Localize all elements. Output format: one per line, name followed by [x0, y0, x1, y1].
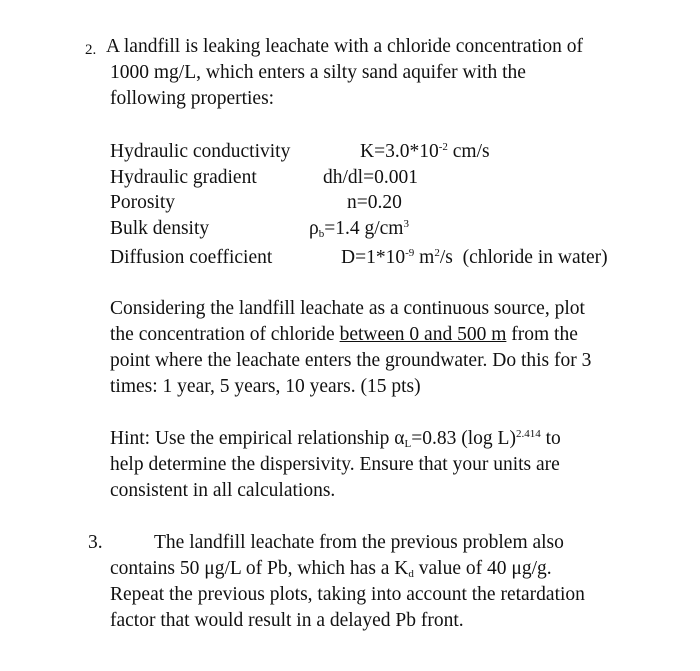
problem-3-line-1: The landfill leachate from the previous problem also: [154, 532, 564, 553]
property-name-porosity: Porosity: [110, 192, 176, 213]
problem-2-task-line-4: times: 1 year, 5 years, 10 years. (15 pts): [110, 376, 421, 397]
problem-2-task-line-2: the concentration of chloride between 0 and 500 m from the: [110, 324, 578, 345]
property-name-hydraulic-conductivity: Hydraulic conductivity: [110, 141, 291, 162]
property-value-bulk-density: $\rho_b=1.4$ $g/cm^3$: [309, 218, 409, 240]
problem-2-intro-line-3: following properties:: [110, 88, 275, 109]
problem-2-intro-line-2: 1000 mg/L, which enters a silty sand aquifer with the: [110, 62, 526, 83]
problem-2-number: 2.: [85, 42, 97, 58]
property-value-porosity: n=0.20: [347, 192, 402, 213]
underlined-range: between 0 and 500 m: [339, 324, 507, 345]
problem-3-number: 3.: [88, 532, 103, 553]
hint-line-2: help determine the dispersivity. Ensure that your units are: [110, 454, 560, 475]
property-name-bulk-density: Bulk density: [110, 218, 210, 239]
problem-3-line-4: factor that would result in a delayed Pb front.: [110, 610, 464, 631]
property-value-hydraulic-gradient: dh/dl=0.001: [323, 167, 418, 188]
problem-3-line-2: contains 50 μg/L of Pb, which has a $K_d$ value of 40 μg/g.: [110, 558, 552, 580]
hint-line-3: consistent in all calculations.: [110, 480, 336, 501]
problem-2-intro-line-1: A landfill is leaking leachate with a chloride concentration of: [106, 36, 584, 57]
property-name-hydraulic-gradient: Hydraulic gradient: [110, 167, 257, 188]
problem-3-line-3: Repeat the previous plots, taking into account the retardation: [110, 584, 585, 605]
property-value-diffusion-coefficient: $D=1*10^{-9}$ $m^2/s$ (chloride in water): [341, 247, 608, 268]
problem-2-task-line-1: Considering the landfill leachate as a continuous source, plot: [110, 298, 585, 319]
hint-line-1: Hint: Use the empirical relationship $\alpha_L=0.83$ (log L)$^{2.414}$ to: [110, 428, 561, 450]
property-name-diffusion-coefficient: Diffusion coefficient: [110, 247, 273, 268]
problem-2-task-line-3: point where the leachate enters the groundwater. Do this for 3: [110, 350, 592, 371]
property-value-hydraulic-conductivity: $K=3.0*10^{-2}$ cm/s: [360, 141, 490, 162]
